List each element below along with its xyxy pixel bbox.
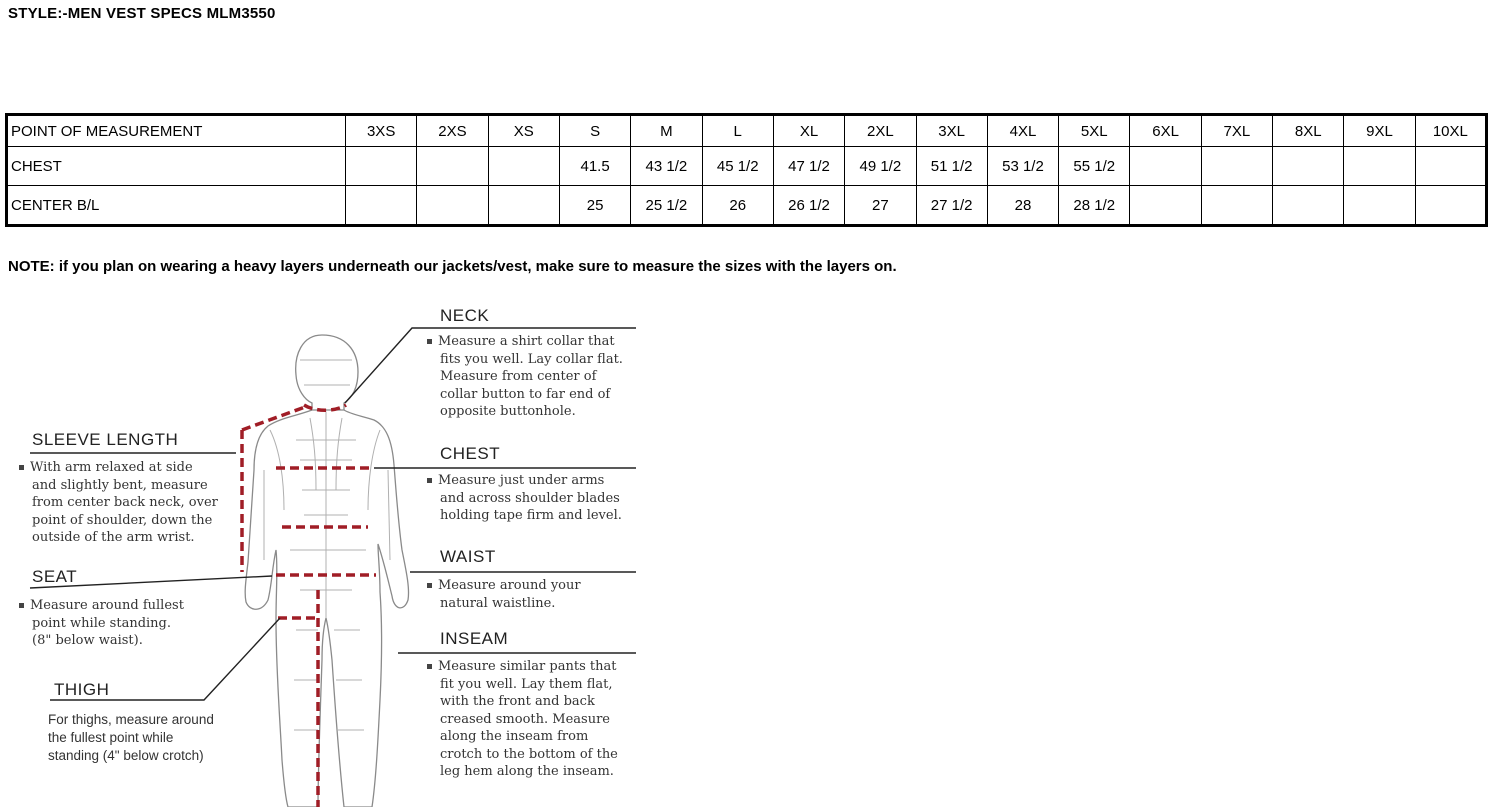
inseam-line: creased smooth. Measure [440,711,610,727]
neck-line: opposite buttonhole. [440,404,576,419]
chest-line: holding tape firm and level. [440,508,622,523]
chest-line: Measure just under arms [438,473,605,488]
column-header-size: XS [488,115,559,147]
measurement-guide [0,300,660,807]
seat-line: Measure around fullest [30,598,184,613]
waist-line: natural waistline. [440,595,556,611]
table-cell: 45 1/2 [702,147,773,186]
sleeve-line: point of shoulder, down the [32,512,213,528]
inseam-line: fit you well. Lay them flat, [440,676,613,692]
chest-description [427,472,622,525]
page-title: STYLE:-MEN VEST SPECS MLM3550 [8,5,276,22]
seat-label: SEAT [32,567,78,586]
bullet-icon [427,339,432,344]
column-header-point-of-measurement: POINT OF MEASUREMENT [7,115,346,147]
inseam-line: leg hem along the inseam. [440,764,614,779]
bullet-icon [19,603,24,608]
seat-line: (8" below waist). [32,633,143,648]
table-cell [1201,186,1272,226]
column-header-size: 3XS [346,115,417,147]
table-row [7,147,1487,186]
table-cell: 28 1/2 [1059,186,1130,226]
table-cell [1415,186,1486,226]
bullet-icon [427,583,432,588]
table-cell: 41.5 [559,147,630,186]
table-row [7,186,1487,226]
chest-label: CHEST [440,444,501,463]
column-header-size: S [559,115,630,147]
sleeve-line: With arm relaxed at side [30,460,193,475]
table-cell [1130,147,1201,186]
table-cell [417,186,488,226]
neck-description [427,333,623,421]
table-cell: 27 1/2 [916,186,987,226]
thigh-line: the fullest point while [48,730,174,745]
waist-label: WAIST [440,547,496,566]
sleeve-length-label: SLEEVE LENGTH [32,430,179,449]
table-cell: 47 1/2 [773,147,844,186]
layering-note: NOTE: if you plan on wearing a heavy layers underneath our jackets/vest, make sure to measure the sizes with the layers on. [8,258,897,275]
row-label: CHEST [7,147,346,186]
sleeve-line: outside of the arm wrist. [32,530,195,545]
inseam-label: INSEAM [440,629,509,648]
column-header-size: L [702,115,773,147]
table-cell [1344,186,1415,226]
neck-line: fits you well. Lay collar flat. [440,351,623,367]
size-spec-table [5,113,1488,227]
column-header-size: 8XL [1273,115,1344,147]
table-cell: 25 1/2 [631,186,702,226]
waist-line: Measure around your [438,578,581,593]
thigh-line: For thighs, measure around [48,712,214,727]
column-header-size: 4XL [987,115,1058,147]
column-header-size: 7XL [1201,115,1272,147]
table-cell: 26 [702,186,773,226]
column-header-size: 3XL [916,115,987,147]
inseam-line: Measure similar pants that [438,659,617,674]
sleeve-line: from center back neck, over [32,495,218,510]
inseam-line: crotch to the bottom of the [440,746,618,762]
bullet-icon [427,664,432,669]
table-cell: 43 1/2 [631,147,702,186]
column-header-size: XL [773,115,844,147]
table-cell: 26 1/2 [773,186,844,226]
column-header-size: 2XL [845,115,916,147]
table-cell [1130,186,1201,226]
table-cell [346,147,417,186]
sleeve-line: and slightly bent, measure [32,477,208,493]
neck-line: collar button to far end of [440,386,611,402]
neck-line: Measure from center of [440,369,597,384]
thigh-line: standing (4" below crotch) [48,748,204,763]
table-cell [488,186,559,226]
table-cell: 27 [845,186,916,226]
table-cell: 53 1/2 [987,147,1058,186]
inseam-line: along the inseam from [440,729,589,744]
column-header-size: M [631,115,702,147]
seat-line: point while standing. [32,615,172,631]
waist-description [427,577,581,612]
row-label: CENTER B/L [7,186,346,226]
table-cell: 28 [987,186,1058,226]
thigh-label: THIGH [54,680,110,699]
table-cell [488,147,559,186]
column-header-size: 6XL [1130,115,1201,147]
table-cell [1415,147,1486,186]
body-figure [245,335,408,807]
thigh-description [48,711,214,765]
column-header-size: 5XL [1059,115,1130,147]
table-cell: 55 1/2 [1059,147,1130,186]
inseam-description [427,658,618,781]
table-cell [346,186,417,226]
table-cell: 25 [559,186,630,226]
bullet-icon [19,465,24,470]
bullet-icon [427,478,432,483]
neck-label: NECK [440,306,490,325]
chest-line: and across shoulder blades [440,490,620,506]
neck-line: Measure a shirt collar that [438,334,615,349]
inseam-line: with the front and back [440,694,595,709]
column-header-size: 9XL [1344,115,1415,147]
table-cell [1201,147,1272,186]
table-cell [1344,147,1415,186]
table-header-row [7,115,1487,147]
table-cell: 51 1/2 [916,147,987,186]
table-cell [1273,147,1344,186]
seat-description [19,597,184,650]
column-header-size: 10XL [1415,115,1486,147]
table-cell: 49 1/2 [845,147,916,186]
column-header-size: 2XS [417,115,488,147]
table-cell [417,147,488,186]
table-cell [1273,186,1344,226]
sleeve-length-description [19,459,218,547]
